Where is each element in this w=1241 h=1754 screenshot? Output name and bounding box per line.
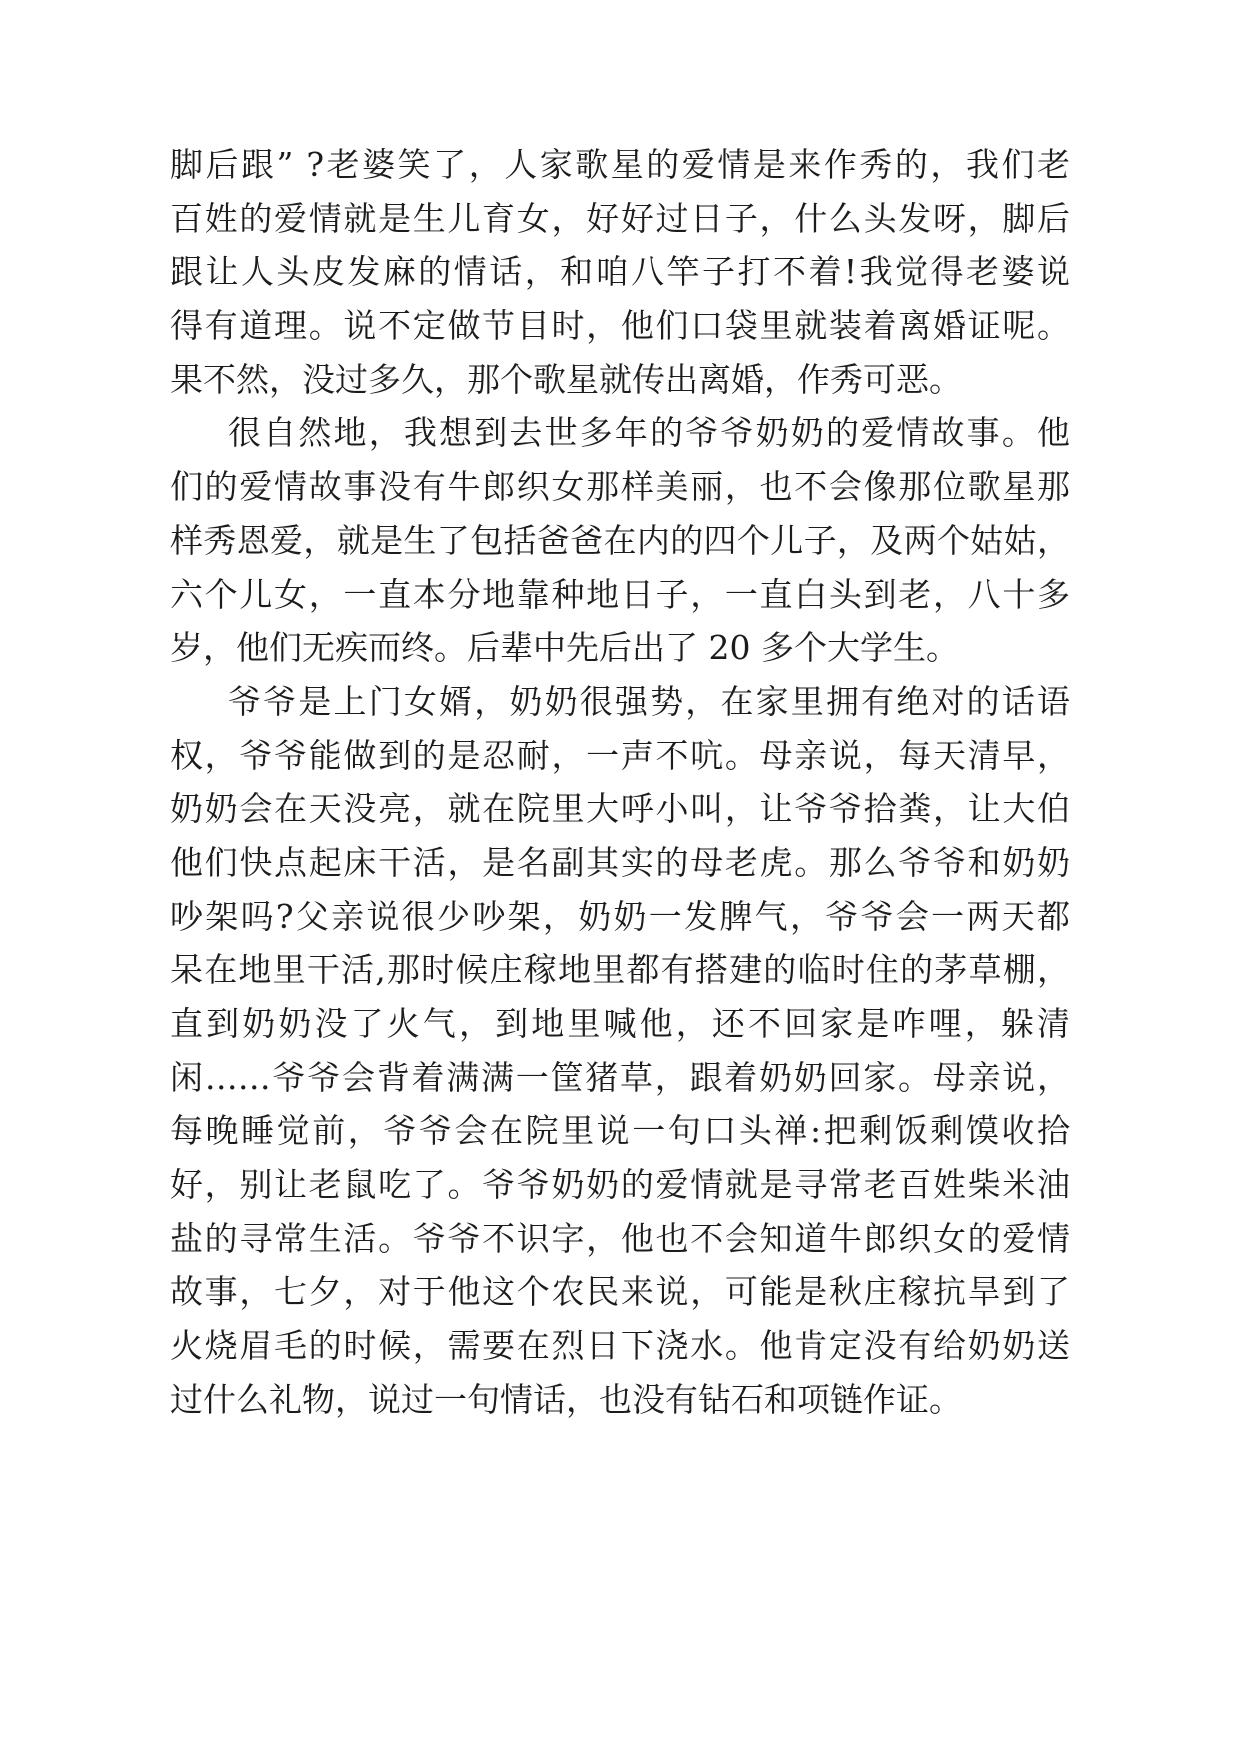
document-body	[170, 138, 1070, 1427]
text-line: 火烧眉毛的时候，需要在烈日下浇水。他肯定没有给奶奶送	[170, 1326, 1070, 1366]
text-line: 呆在地里干活,那时候庄稼地里都有搭建的临时住的茅草棚，	[170, 950, 1070, 990]
text-line: 们的爱情故事没有牛郎织女那样美丽，也不会像那位歌星那	[170, 467, 1070, 507]
text-line: 样秀恩爱，就是生了包括爸爸在内的四个儿子，及两个姑姑，	[170, 520, 1070, 560]
text-line: 直到奶奶没了火气，到地里喊他，还不回家是咋哩，躲清	[170, 1004, 1070, 1043]
text-line: 好，别让老鼠吃了。爷爷奶奶的爱情就是寻常老百姓柴米油	[170, 1165, 1070, 1205]
text-line: 果不然，没过多久，那个歌星就传出离婚，作秀可恶。	[170, 359, 962, 399]
paragraph	[170, 406, 1070, 674]
text-line: 奶奶会在天没亮，就在院里大呼小叫，让爷爷拾粪，让大伯	[170, 789, 1070, 829]
paragraph	[170, 675, 1070, 1427]
text-line: 每晚睡觉前，爷爷会在院里说一句口头禅:把剩饭剩馍收拾	[170, 1111, 1070, 1151]
text-line: 权，爷爷能做到的是忍耐，一声不吭。母亲说，每天清早，	[170, 735, 1070, 775]
text-line: 闲……爷爷会背着满满一筐猪草，跟着奶奶回家。母亲说，	[170, 1057, 1070, 1097]
text-line: 六个儿女，一直本分地靠种地日子，一直白头到老，八十多	[170, 574, 1070, 614]
text-line: 很自然地，我想到去世多年的爷爷奶奶的爱情故事。他	[228, 413, 1070, 453]
text-line: 脚后跟” ?老婆笑了，人家歌星的爱情是来作秀的，我们老	[170, 145, 1070, 184]
text-line: 跟让人头皮发麻的情话，和咱八竿子打不着!我觉得老婆说	[170, 252, 1070, 292]
text-line: 得有道理。说不定做节目时，他们口袋里就装着离婚证呢。	[170, 306, 1070, 346]
text-line: 吵架吗?父亲说很少吵架，奶奶一发脾气，爷爷会一两天都	[170, 896, 1070, 936]
text-line: 盐的寻常生活。爷爷不识字，他也不会知道牛郎织女的爱情	[170, 1218, 1070, 1258]
text-line: 岁，他们无疾而终。后辈中先后出了 20 多个大学生。	[170, 628, 959, 668]
text-line: 爷爷是上门女婿，奶奶很强势，在家里拥有绝对的话语	[228, 681, 1070, 721]
text-line: 百姓的爱情就是生儿育女，好好过日子，什么头发呀，脚后	[170, 198, 1070, 238]
text-line: 过什么礼物，说过一句情话，也没有钻石和项链作证。	[170, 1379, 962, 1419]
text-line: 故事，七夕，对于他这个农民来说，可能是秋庄稼抗旱到了	[170, 1272, 1070, 1312]
text-line: 他们快点起床干活，是名副其实的母老虎。那么爷爷和奶奶	[170, 842, 1070, 882]
paragraph	[170, 138, 1070, 406]
